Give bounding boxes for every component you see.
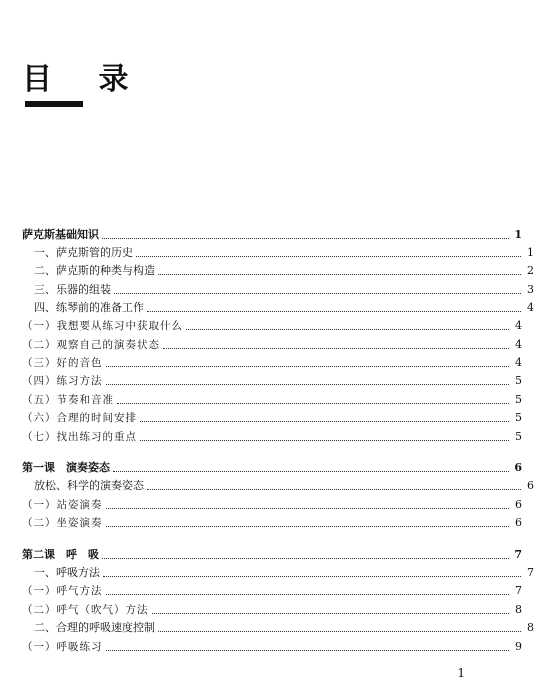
- dot-leader: [147, 311, 521, 312]
- dot-leader: [102, 558, 509, 559]
- dot-leader: [140, 421, 509, 422]
- toc-entry-label: 萨克斯基础知识: [22, 228, 99, 241]
- toc-entry-label: （五）节奏和音准: [22, 394, 114, 406]
- toc-entry-page: 8: [527, 621, 534, 634]
- toc-entry: [0, 544, 547, 562]
- dot-leader: [114, 293, 521, 294]
- toc-entry-label: 一、呼吸方法: [34, 566, 100, 579]
- toc-entry-page: 4: [515, 319, 522, 332]
- toc-entry-label: 二、萨克斯的种类与构造: [34, 264, 155, 277]
- toc-entry-label: （一）站姿演奏: [22, 499, 103, 511]
- dot-leader: [106, 650, 510, 651]
- toc-entry: [0, 599, 547, 617]
- toc-entry: [0, 494, 547, 512]
- toc-entry-label: 第二课 呼 吸: [22, 548, 99, 561]
- toc-entry-page: 9: [515, 640, 522, 653]
- toc-entry-page: 8: [515, 603, 522, 616]
- toc-entry-label: （一）我想要从练习中获取什么: [22, 320, 183, 332]
- toc-entry-label: 二、合理的呼吸速度控制: [34, 621, 155, 634]
- dot-leader: [106, 508, 510, 509]
- toc-entry-page: 7: [515, 584, 522, 597]
- toc-entry: [0, 334, 547, 352]
- toc-entry: [0, 260, 559, 278]
- toc-entry-label: （一）呼吸练习: [22, 641, 103, 653]
- toc-entry: [0, 224, 547, 242]
- toc-entry-label: 第一课 演奏姿态: [22, 461, 110, 474]
- dot-leader: [158, 274, 521, 275]
- toc-entry-page: 1: [514, 228, 522, 241]
- toc-entry: [0, 617, 559, 635]
- toc-entry-label: （一）呼气方法: [22, 585, 103, 597]
- toc-entry-page: 4: [515, 356, 522, 369]
- dot-leader: [106, 526, 510, 527]
- dot-leader: [106, 384, 510, 385]
- toc-entry: [0, 407, 547, 425]
- dot-leader: [102, 238, 509, 239]
- toc-entry: [0, 352, 547, 370]
- toc-entry-label: 放松、科学的演奏姿态: [34, 479, 144, 492]
- toc-entry-label: （三）好的音色: [22, 357, 103, 369]
- toc-entry-label: （二）观察自己的演奏状态: [22, 339, 160, 351]
- dot-leader: [163, 348, 509, 349]
- toc-entry-page: 5: [515, 393, 522, 406]
- toc-entry: [0, 580, 547, 598]
- toc-entry: [0, 512, 547, 530]
- toc-entry-label: （二）坐姿演奏: [22, 517, 103, 529]
- toc-entry-page: 6: [515, 498, 522, 511]
- toc-entry: [0, 636, 547, 654]
- title-underline-bar: [25, 101, 83, 107]
- dot-leader: [140, 440, 509, 441]
- dot-leader: [136, 256, 521, 257]
- dot-leader: [103, 576, 521, 577]
- toc-entry: [0, 297, 559, 315]
- toc-entry-label: 三、乐器的组装: [34, 283, 111, 296]
- dot-leader: [147, 489, 521, 490]
- toc-entry: [0, 279, 559, 297]
- toc-entry-page: 6: [515, 516, 522, 529]
- toc-entry-label: 四、练琴前的准备工作: [34, 301, 144, 314]
- dot-leader: [158, 631, 521, 632]
- toc-entry-page: 3: [527, 283, 534, 296]
- dot-leader: [186, 329, 509, 330]
- dot-leader: [113, 471, 509, 472]
- toc-entry-page: 7: [527, 566, 534, 579]
- toc-entry: [0, 475, 559, 493]
- toc-entry-page: 4: [515, 338, 522, 351]
- toc-entry-page: 6: [527, 479, 534, 492]
- toc-entry: [0, 457, 547, 475]
- page-title: 目 录: [22, 62, 147, 97]
- toc-entry: [0, 426, 547, 444]
- toc-entry-page: 4: [527, 301, 534, 314]
- toc-entry-page: 5: [515, 430, 522, 443]
- dot-leader: [106, 366, 510, 367]
- toc-entry-label: （七）找出练习的重点: [22, 431, 137, 443]
- toc-entry: [0, 370, 547, 388]
- toc-entry-page: 2: [527, 264, 534, 277]
- dot-leader: [152, 613, 510, 614]
- toc-entry-page: 6: [514, 461, 522, 474]
- toc-entry-label: 一、萨克斯管的历史: [34, 246, 133, 259]
- dot-leader: [106, 594, 510, 595]
- dot-leader: [117, 403, 509, 404]
- toc-entry: [0, 389, 547, 407]
- page-number: 1: [457, 666, 465, 680]
- toc-entry-page: 1: [527, 246, 534, 259]
- toc-entry-page: 7: [514, 548, 522, 561]
- toc-entry-label: （二）呼气（吹气）方法: [22, 604, 149, 616]
- toc-entry: [0, 315, 547, 333]
- toc-entry-page: 5: [515, 411, 522, 424]
- toc-entry-page: 5: [515, 374, 522, 387]
- toc-entry-label: （四）练习方法: [22, 375, 103, 387]
- toc-entry: [0, 562, 559, 580]
- toc-entry-label: （六）合理的时间安排: [22, 412, 137, 424]
- toc-entry: [0, 242, 559, 260]
